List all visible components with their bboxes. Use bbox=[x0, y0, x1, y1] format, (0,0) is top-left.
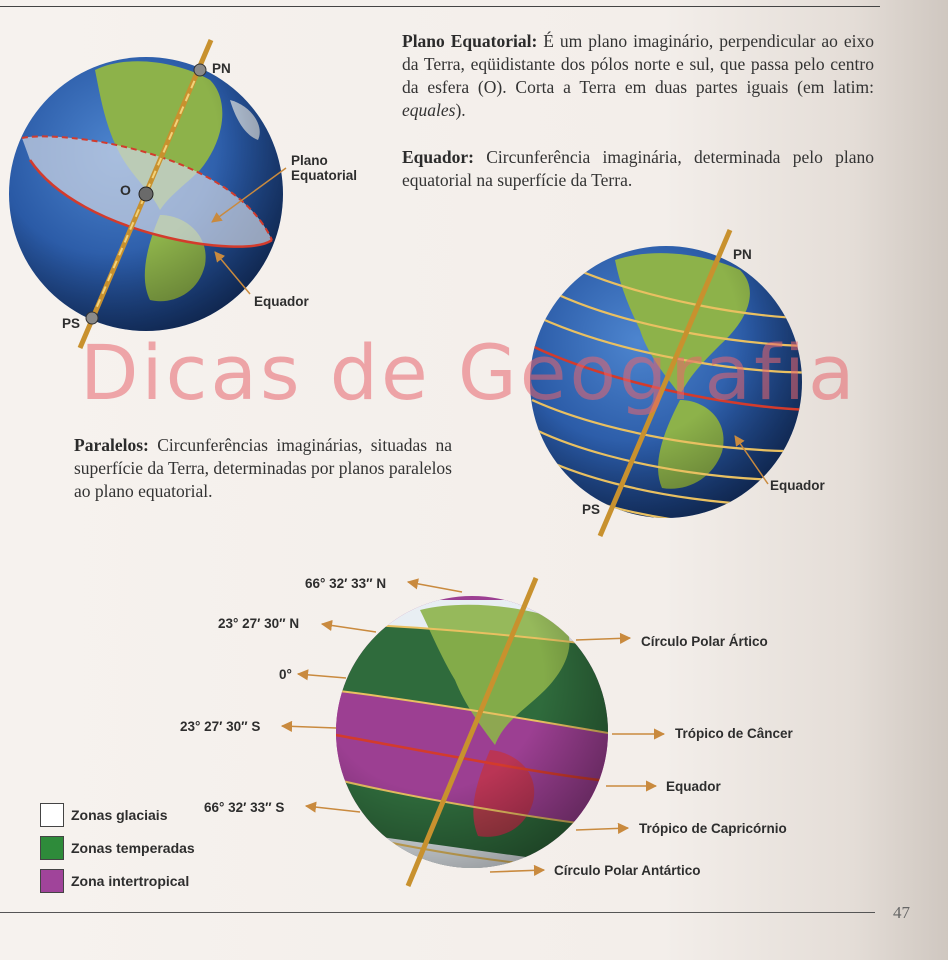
globe-1-center-point bbox=[139, 187, 153, 201]
globe-1-south-pole-point bbox=[86, 312, 98, 324]
latitude-66-n: 66° 32′ 33″ N bbox=[305, 576, 387, 591]
text-paralelos: Circunferências imaginárias, situadas na superfície da Terra, determinadas por planos paralelos ao plano equatorial. bbox=[74, 435, 453, 501]
term-paralelos: Paralelos: bbox=[74, 435, 149, 455]
arrow-23-n bbox=[322, 624, 376, 632]
text-plano-equatorial: É um plano imaginário, perpendicular ao eixo da Terra, eqüidistante dos pólos norte e sul, que passa pelo centro da esfera (O). Corta a Terra em duas partes iguais (em latim: bbox=[402, 31, 875, 97]
line-circulo-polar-artico: Círculo Polar Ártico bbox=[641, 634, 768, 649]
legend-label-temperadas: Zonas temperadas bbox=[71, 839, 195, 856]
text-plano-equatorial-end: ). bbox=[455, 100, 466, 120]
legend-label-glaciais: Zonas glaciais bbox=[71, 806, 168, 823]
globe-2-label-pn: PN bbox=[733, 247, 752, 262]
globe-1-label-equador: Equador bbox=[254, 294, 309, 309]
globe-1-label-o: O bbox=[120, 182, 131, 198]
legend-item-temperadas bbox=[40, 831, 195, 864]
globe-1-label-pn: PN bbox=[212, 61, 231, 76]
arrow-circulo-polar-artico bbox=[576, 638, 630, 640]
globe-1-label-plano bbox=[291, 153, 357, 183]
latitude-23-s: 23° 27′ 30″ S bbox=[180, 719, 261, 734]
term-plano-equatorial: Plano Equatorial: bbox=[402, 31, 538, 51]
line-tropico-capricornio: Trópico de Capricórnio bbox=[639, 821, 787, 836]
globe-1-north-pole-point bbox=[194, 64, 206, 76]
arrow-circulo-polar-antartico bbox=[490, 870, 544, 872]
globe-2-label-equador: Equador bbox=[770, 478, 825, 493]
arrow-66-s bbox=[306, 806, 360, 812]
page-number: 47 bbox=[893, 903, 910, 922]
line-tropico-cancer: Trópico de Câncer bbox=[675, 726, 793, 741]
legend-item-glaciais bbox=[40, 798, 195, 831]
emph-equales: equales bbox=[402, 100, 456, 120]
globe-1-label-ps: PS bbox=[62, 316, 81, 331]
arrow-0 bbox=[298, 674, 346, 678]
bottom-rule bbox=[0, 912, 875, 913]
legend-swatch-glaciais bbox=[40, 803, 64, 827]
text-equador: Circunferência imaginária, determinada pelo plano equatorial na superfície da Terra. bbox=[402, 147, 874, 190]
arrow-tropico-capricornio bbox=[576, 828, 628, 830]
plano-label-line-1: Plano bbox=[291, 153, 328, 168]
legend-item-intertropical bbox=[40, 864, 195, 897]
line-equador: Equador bbox=[666, 779, 721, 794]
latitude-23-n: 23° 27′ 30″ N bbox=[218, 616, 300, 631]
legend-swatch-intertropical bbox=[40, 869, 64, 893]
plano-label-line-2: Equatorial bbox=[291, 168, 358, 183]
arrow-23-s bbox=[282, 726, 336, 728]
latitude-66-s: 66° 32′ 33″ S bbox=[204, 800, 285, 815]
arrow-66-n bbox=[408, 582, 462, 592]
legend-label-intertropical: Zona intertropical bbox=[71, 872, 190, 889]
globe-2-label-ps: PS bbox=[582, 502, 601, 517]
line-circulo-polar-antartico: Círculo Polar Antártico bbox=[554, 863, 701, 878]
globe-1 bbox=[9, 40, 286, 348]
term-equador: Equador: bbox=[402, 147, 474, 167]
watermark: Dicas de Geografia bbox=[80, 328, 858, 417]
legend-swatch-temperadas bbox=[40, 836, 64, 860]
zones-legend bbox=[40, 798, 195, 897]
latitude-0: 0° bbox=[279, 667, 292, 682]
globe-3 bbox=[282, 578, 664, 886]
